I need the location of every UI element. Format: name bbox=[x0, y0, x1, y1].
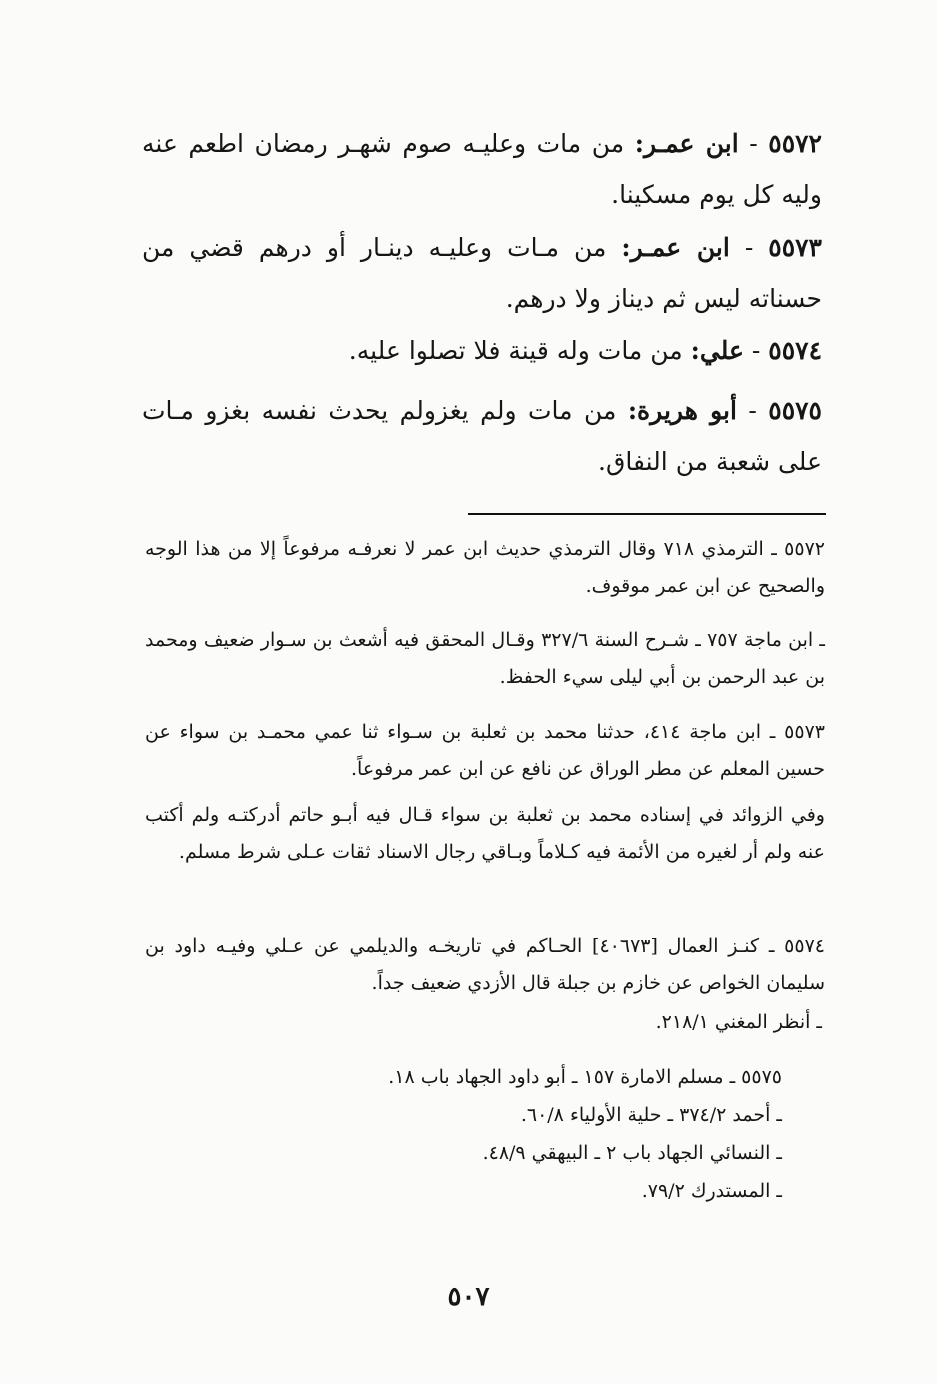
hadith-number: ٥٥٧٥ bbox=[768, 396, 822, 425]
footnote-5573: ٥٥٧٣ ـ ابن ماجة ٤١٤، حدثنا محمد بن ثعلبة بن سـواء ثنا عمي محمـد بن سواء عن حسين المعلم عن مطر الوراق عن نافع عن ابن عمر مرفوعاً. bbox=[145, 721, 825, 780]
page-number: ٥٠٧ bbox=[447, 1282, 490, 1312]
hadith-text: من مات وعليـه صوم شهـر رمضان اطعم عنه وليه كل يوم مسكينا. bbox=[142, 129, 822, 209]
hadith-dash: - bbox=[744, 233, 754, 262]
hadith-narrator: أبو هريرة: bbox=[627, 396, 737, 425]
hadith-number: ٥٥٧٢ bbox=[768, 129, 822, 158]
hadith-text: من مات ولم يغزولم يحدث نفسه بغزو مـات على شعبة من النفاق. bbox=[142, 396, 822, 476]
footnote-ibn-majah-757: ـ ابن ماجة ٧٥٧ ـ شـرح السنة ٣٢٧/٦ وقـال المحقق فيه أشعث بن سـوار ضعيف ومحمد بن عبد الرحمن بن أبي ليلى سيء الحفظ. bbox=[145, 629, 825, 688]
footnote-5574: ٥٥٧٤ ـ كنـز العمال [٤٠٦٧٣] الحـاكم في تاريخـه والديلمي عن عـلي وفيـه داود بن سليمان الخواص عن خازم بن جبلة قال الأزدي ضعيف جداً. bbox=[145, 935, 825, 994]
footnote-separator bbox=[468, 513, 826, 515]
footnote-nasai: ـ النسائي الجهاد باب ٢ ـ البيهقي ٤٨/٩. bbox=[482, 1142, 782, 1164]
hadith-number: ٥٥٧٣ bbox=[768, 233, 822, 262]
hadith-entry-5574 bbox=[142, 325, 822, 376]
hadith-dash: - bbox=[749, 129, 758, 158]
hadith-dash: - bbox=[748, 396, 757, 425]
hadith-entry-5573 bbox=[142, 222, 822, 324]
hadith-narrator: علي: bbox=[690, 336, 744, 365]
footnote-5572: ٥٥٧٢ ـ الترمذي ٧١٨ وقال الترمذي حديث ابن عمر لا نعرفـه مرفوعاً إلا من هذا الوجه والصحيح عن ابن عمر موقوف. bbox=[145, 538, 825, 597]
footnote-mughni: ـ أنظر المغني ٢١٨/١. bbox=[655, 1011, 822, 1033]
hadith-dash: - bbox=[751, 336, 761, 365]
hadith-text: من مـات وعليـه دينـار أو درهم قضي من حسناته ليس ثم ديناز ولا درهم. bbox=[142, 233, 822, 313]
hadith-number: ٥٥٧٤ bbox=[768, 336, 822, 365]
hadith-narrator: ابن عمـر: bbox=[621, 233, 730, 262]
footnote-ahmad: ـ أحمد ٣٧٤/٢ ـ حلية الأولياء ٦٠/٨. bbox=[520, 1104, 782, 1126]
footnote-5575: ٥٥٧٥ ـ مسلم الامارة ١٥٧ ـ أبو داود الجهاد باب ١٨. bbox=[388, 1066, 782, 1088]
footnote-mustadrak: ـ المستدرك ٧٩/٢. bbox=[641, 1180, 782, 1202]
hadith-text: من مات وله قينة فلا تصلوا عليه. bbox=[348, 336, 683, 365]
footnote-zawaid: وفي الزوائد في إسناده محمد بن ثعلبة بن سواء قـال فيه أبـو حاتم أدركتـه ولم أكتب عنه ولم أر لغيره من الأئمة فيه كـلاماً وبـاقي رجال الاسناد ثقات عـلى شرط مسلم. bbox=[145, 804, 825, 863]
hadith-narrator: ابن عمـر: bbox=[634, 129, 739, 158]
hadith-entry-5572 bbox=[142, 118, 822, 220]
hadith-entry-5575 bbox=[142, 385, 822, 487]
